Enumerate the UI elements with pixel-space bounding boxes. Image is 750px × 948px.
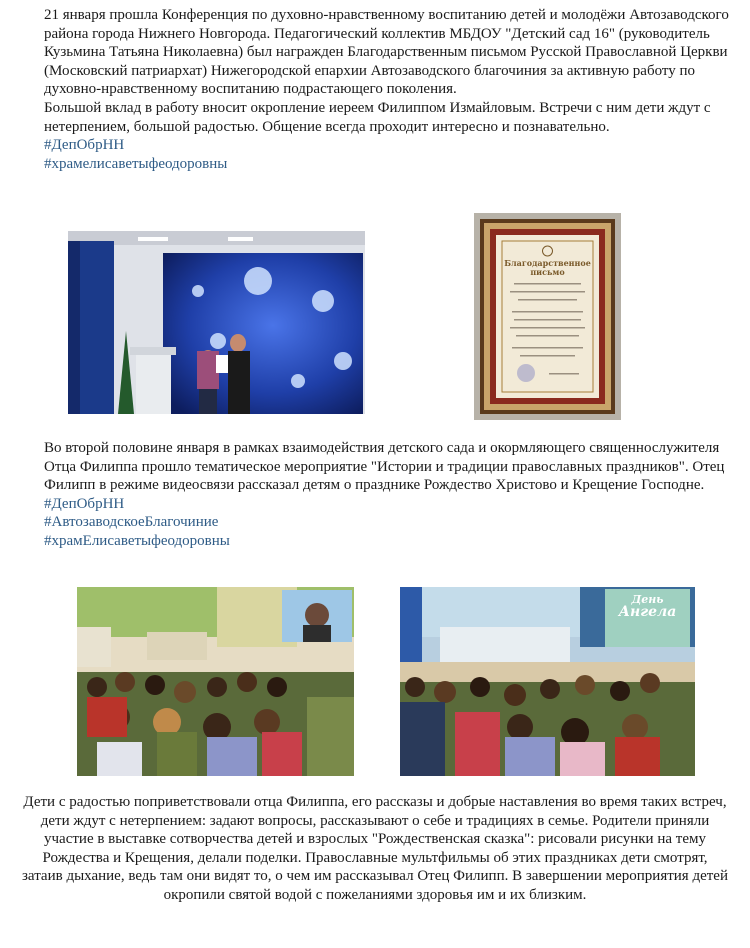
children-video-call-photo (77, 587, 354, 776)
hashtag-link-hram[interactable]: #храмелисаветыфеодоровны (44, 155, 228, 172)
paragraph-3-text: Дети с радостью поприветствовали отца Филиппа, его рассказы и добрые наставления во время таких встреч, дети ждут с нетерпением: задают вопросы, рассказывают о себе и традициях в семье. Родители приняли участие в выставке сотворчества детей и взрослых "Рождественская сказка": рисовали рисунки на тему Рождества и Крещения, делали поделки. Православные мультфильмы об этих праздниках дети смотрят, затаив дыхание, ведь там они видят то, о чем им рассказывал Отец Филипп. В завершении мероприятия детей окропили святой водой с пожеланиями здоровья им и их близким. (22, 794, 728, 903)
award-ceremony-photo (68, 231, 365, 414)
certificate-title-line1: Благодарственное (504, 258, 591, 268)
certificate-title (474, 259, 621, 277)
certificate-photo (474, 213, 621, 420)
article-paragraph-3 (22, 793, 728, 905)
certificate-title-line2: письмо (530, 267, 565, 277)
angel-day-line1: День (631, 593, 664, 606)
paragraph-1-text-continued: Большой вклад в работу вносит окропление иереем Филиппом Измайловым. Встречи с ним дети ждут с нетерпением, большой радостью. Общение всегда проходит интересно и познавательно. (44, 99, 711, 135)
paragraph-2-text: Во второй половине января в рамках взаимодействия детского сада и окормляющего священнослужителя Отца Филиппа прошло тематическое мероприятие "Истории и традиции православных праздников". Отец Филипп в режиме видеосвязи рассказал детям о празднике Рождество Христово и Крещение Господне. (44, 440, 725, 494)
article-paragraph-1 (44, 6, 734, 173)
paragraph-1-text: 21 января прошла Конференция по духовно-нравственному воспитанию детей и молодёжи Автозаводского района города Нижнего Новгорода. Педагогический коллектив МБДОУ "Детский сад 16" (руководитель Кузьмина Татьяна Николаевна) был награжден Благодарственным письмом Русской Православной Церкви (Московский патриархат) Нижегородской епархии Автозаводского благочиния за активную работу по духовно-нравственному воспитанию подрастающего поколения. (44, 7, 729, 98)
angel-day-line2: Ангела (618, 604, 677, 620)
hashtag-link-blagochinie[interactable]: #АвтозаводскоеБлагочиние (44, 514, 219, 531)
article-paragraph-2 (44, 439, 734, 551)
hashtag-link-depobr-2[interactable]: #ДепОбрНН (44, 495, 125, 512)
hashtag-link-depobr[interactable]: #ДепОбрНН (44, 137, 125, 154)
angel-day-screen-text (605, 593, 690, 619)
angel-day-event-photo (400, 587, 695, 776)
hashtag-link-hram-2[interactable]: #храмЕлисаветыфеодоровны (44, 532, 230, 549)
